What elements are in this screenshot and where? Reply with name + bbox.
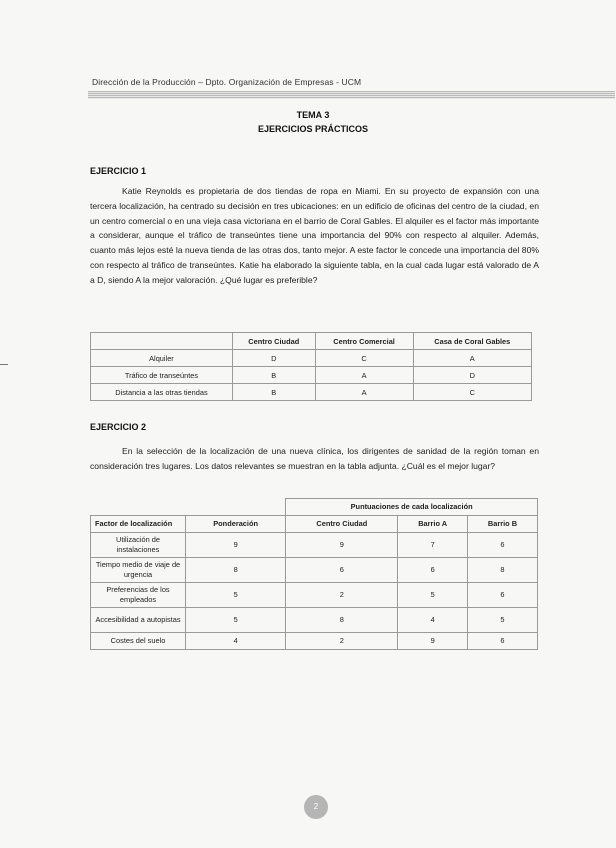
table-row [91, 608, 538, 633]
table-cell: 4 [398, 608, 468, 633]
table-header-cell: Centro Ciudad [232, 333, 315, 350]
table-cell: C [315, 350, 413, 367]
table-cell: 7 [398, 533, 468, 558]
table-header-cell: Factor de localización [91, 516, 186, 533]
table-cell: 9 [186, 533, 286, 558]
running-header: Dirección de la Producción – Dpto. Organización de Empresas - UCM [92, 77, 362, 87]
table-cell: A [315, 367, 413, 384]
table-header-cell [91, 333, 233, 350]
table-group-header-row [91, 499, 538, 516]
topic-subtitle: EJERCICIOS PRÁCTICOS [257, 124, 369, 134]
table-header-cell: Ponderación [186, 516, 286, 533]
table-cell: 6 [467, 583, 537, 608]
table-cell: 9 [398, 633, 468, 650]
table-row [91, 533, 538, 558]
table-cell: 5 [186, 608, 286, 633]
margin-mark [0, 364, 8, 365]
table-cell: Tráfico de transeúntes [91, 367, 233, 384]
table-cell: 6 [398, 558, 468, 583]
table-cell: Distancia a las otras tiendas [91, 384, 233, 401]
exercise-2-table [90, 498, 538, 650]
table-cell: 8 [186, 558, 286, 583]
table-cell: Preferencias de los empleados [91, 583, 186, 608]
table-header-row [91, 516, 538, 533]
table-row [91, 367, 532, 384]
table-row [91, 350, 532, 367]
table-cell: C [413, 384, 531, 401]
table-cell: 6 [286, 558, 398, 583]
table-cell: Utilización de instalaciones [91, 533, 186, 558]
exercise-2-heading: EJERCICIO 2 [90, 422, 147, 432]
empty-cell [186, 499, 286, 516]
table-cell: A [315, 384, 413, 401]
table-cell: 6 [467, 533, 537, 558]
table-cell: 5 [467, 608, 537, 633]
table-cell: 8 [467, 558, 537, 583]
table-header-cell: Centro Comercial [315, 333, 413, 350]
exercise-1-text: Katie Reynolds es propietaria de dos tiendas de ropa en Miami. En su proyecto de expansión con una tercera localización, ha centrado su decisión en tres ubicaciones: en un edificio de oficinas del centro de la ciudad, en un centro comercial o en una vieja casa victoriana en el barrio de Coral Gables. El alquiler es el factor más importante a considerar, aunque el tráfico de transeúntes tiene una importancia del 90% con respecto al alquiler. Además, cuanto más lejos esté la nueva tienda de las otras dos, tanto mejor. A este factor le concede una importancia del 80% con respecto al tráfico de transeúntes. Katie ha elaborado la siguiente tabla, en la cual cada lugar está valorado de A a D, siendo A la mejor valoración. ¿Qué lugar es preferible? [90, 186, 540, 285]
table-header-cell: Centro Ciudad [286, 516, 398, 533]
exercise-1-table [90, 332, 532, 401]
table-cell: A [413, 350, 531, 367]
table-cell: Alquiler [91, 350, 233, 367]
exercise-2-text: En la selección de la localización de una nueva clínica, los dirigentes de sanidad de la región toman en consideración tres lugares. Los datos relevantes se muestran en la tabla adjunta. ¿Cuál es el mejor lugar? [90, 446, 539, 471]
table-cell: B [232, 367, 315, 384]
topic-title: TEMA 3 [296, 110, 330, 120]
table-header-row [91, 333, 532, 350]
table-cell: 2 [286, 633, 398, 650]
table-header-cell: Casa de Coral Gables [413, 333, 531, 350]
table-cell: Tiempo medio de viaje de urgencia [91, 558, 186, 583]
header-rule [88, 91, 615, 99]
table-cell: B [232, 384, 315, 401]
table-row [91, 583, 538, 608]
table-header-cell: Barrio A [398, 516, 468, 533]
exercise-1-heading: EJERCICIO 1 [90, 166, 147, 176]
empty-cell [91, 499, 186, 516]
table-cell: D [413, 367, 531, 384]
table-cell: 8 [286, 608, 398, 633]
table-cell: 9 [286, 533, 398, 558]
table-cell: D [232, 350, 315, 367]
table-cell: Costes del suelo [91, 633, 186, 650]
table-header-cell: Barrio B [467, 516, 537, 533]
page-number-badge: 2 [304, 795, 328, 819]
table-cell: 5 [398, 583, 468, 608]
table-cell: 4 [186, 633, 286, 650]
table-row [91, 558, 538, 583]
table-cell: 2 [286, 583, 398, 608]
table-cell: 5 [186, 583, 286, 608]
table-row [91, 633, 538, 650]
table-group-header: Puntuaciones de cada localización [286, 499, 538, 516]
table-cell: Accesibilidad a autopistas [91, 608, 186, 633]
table-cell: 6 [467, 633, 537, 650]
table-row [91, 384, 532, 401]
